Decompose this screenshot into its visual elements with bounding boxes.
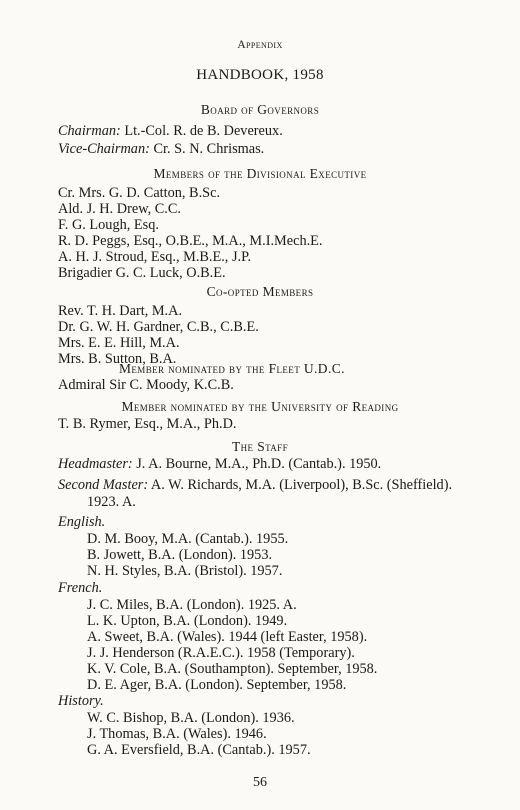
chairman-name: Lt.-Col. R. de B. Devereux. — [124, 123, 283, 139]
list-item: Dr. G. W. H. Gardner, C.B., C.B.E. — [58, 319, 259, 335]
list-item: J. C. Miles, B.A. (London). 1925. A. — [87, 597, 297, 613]
list-item: Ald. J. H. Drew, C.C. — [58, 201, 181, 217]
vice-chairman-name: Cr. S. N. Chrismas. — [153, 141, 265, 157]
list-item: B. Jowett, B.A. (London). 1953. — [87, 547, 273, 563]
fleet-member: Admiral Sir C. Moody, K.C.B. — [58, 377, 234, 393]
chairman-line — [58, 123, 283, 140]
list-item: A. H. J. Stroud, Esq., M.B.E., J.P. — [58, 249, 252, 265]
list-item: L. K. Upton, B.A. (London). 1949. — [87, 613, 288, 629]
list-item: Mrs. B. Sutton, B.A. — [58, 351, 177, 367]
page-title: HANDBOOK, 1958 — [196, 67, 324, 83]
second-master-label: Second Master: — [58, 477, 149, 493]
reading-member: T. B. Rymer, Esq., M.A., Ph.D. — [58, 416, 237, 432]
list-item: D. E. Ager, B.A. (London). September, 1958. — [87, 677, 347, 693]
divisional-heading: Members of the Divisional Executive — [153, 166, 367, 181]
second-master-text: A. W. Richards, M.A. (Liverpool), B.Sc. (Sheffield). — [150, 477, 453, 493]
headmaster-line — [58, 456, 381, 473]
chairman-label: Chairman: — [58, 123, 121, 139]
page-number: 56 — [253, 775, 267, 790]
list-item: W. C. Bishop, B.A. (London). 1936. — [87, 710, 295, 726]
list-item: K. V. Cole, B.A. (Southampton). September, 1958. — [87, 661, 378, 677]
list-item: Brigadier G. C. Luck, O.B.E. — [58, 265, 226, 281]
appendix-label: Appendix — [237, 39, 283, 51]
vice-chairman-label: Vice-Chairman: — [58, 141, 150, 157]
coopted-heading: Co-opted Members — [206, 284, 314, 299]
vice-chairman-line — [58, 141, 264, 158]
headmaster-text: J. A. Bourne, M.A., Ph.D. (Cantab.). 1950. — [136, 456, 382, 472]
second-master-text-cont: 1923. A. — [87, 494, 136, 510]
reading-heading: Member nominated by the University of Reading — [121, 399, 399, 414]
list-item: Mrs. E. E. Hill, M.A. — [58, 335, 180, 351]
staff-heading: The Staff — [231, 439, 288, 454]
board-heading: Board of Governors — [200, 102, 320, 117]
list-item: F. G. Lough, Esq. — [58, 217, 159, 233]
list-item: A. Sweet, B.A. (Wales). 1944 (left Easter, 1958). — [87, 629, 368, 645]
list-item: G. A. Eversfield, B.A. (Cantab.). 1957. — [87, 742, 311, 758]
list-item: Cr. Mrs. G. D. Catton, B.Sc. — [58, 185, 221, 201]
headmaster-label: Headmaster: — [58, 456, 133, 472]
department-french: French. — [58, 580, 103, 596]
list-item: R. D. Peggs, Esq., O.B.E., M.A., M.I.Mech.E. — [58, 233, 323, 249]
list-item: Rev. T. H. Dart, M.A. — [58, 303, 183, 319]
list-item: N. H. Styles, B.A. (Bristol). 1957. — [87, 563, 283, 579]
list-item: J. J. Henderson (R.A.E.C.). 1958 (Temporary). — [87, 645, 355, 661]
fleet-heading: Member nominated by the Fleet U.D.C. — [119, 361, 345, 376]
list-item: D. M. Booy, M.A. (Cantab.). 1955. — [87, 531, 289, 547]
department-english: English. — [58, 514, 106, 530]
department-history: History. — [58, 693, 104, 709]
list-item: J. Thomas, B.A. (Wales). 1946. — [87, 726, 267, 742]
second-master-line — [58, 477, 452, 494]
